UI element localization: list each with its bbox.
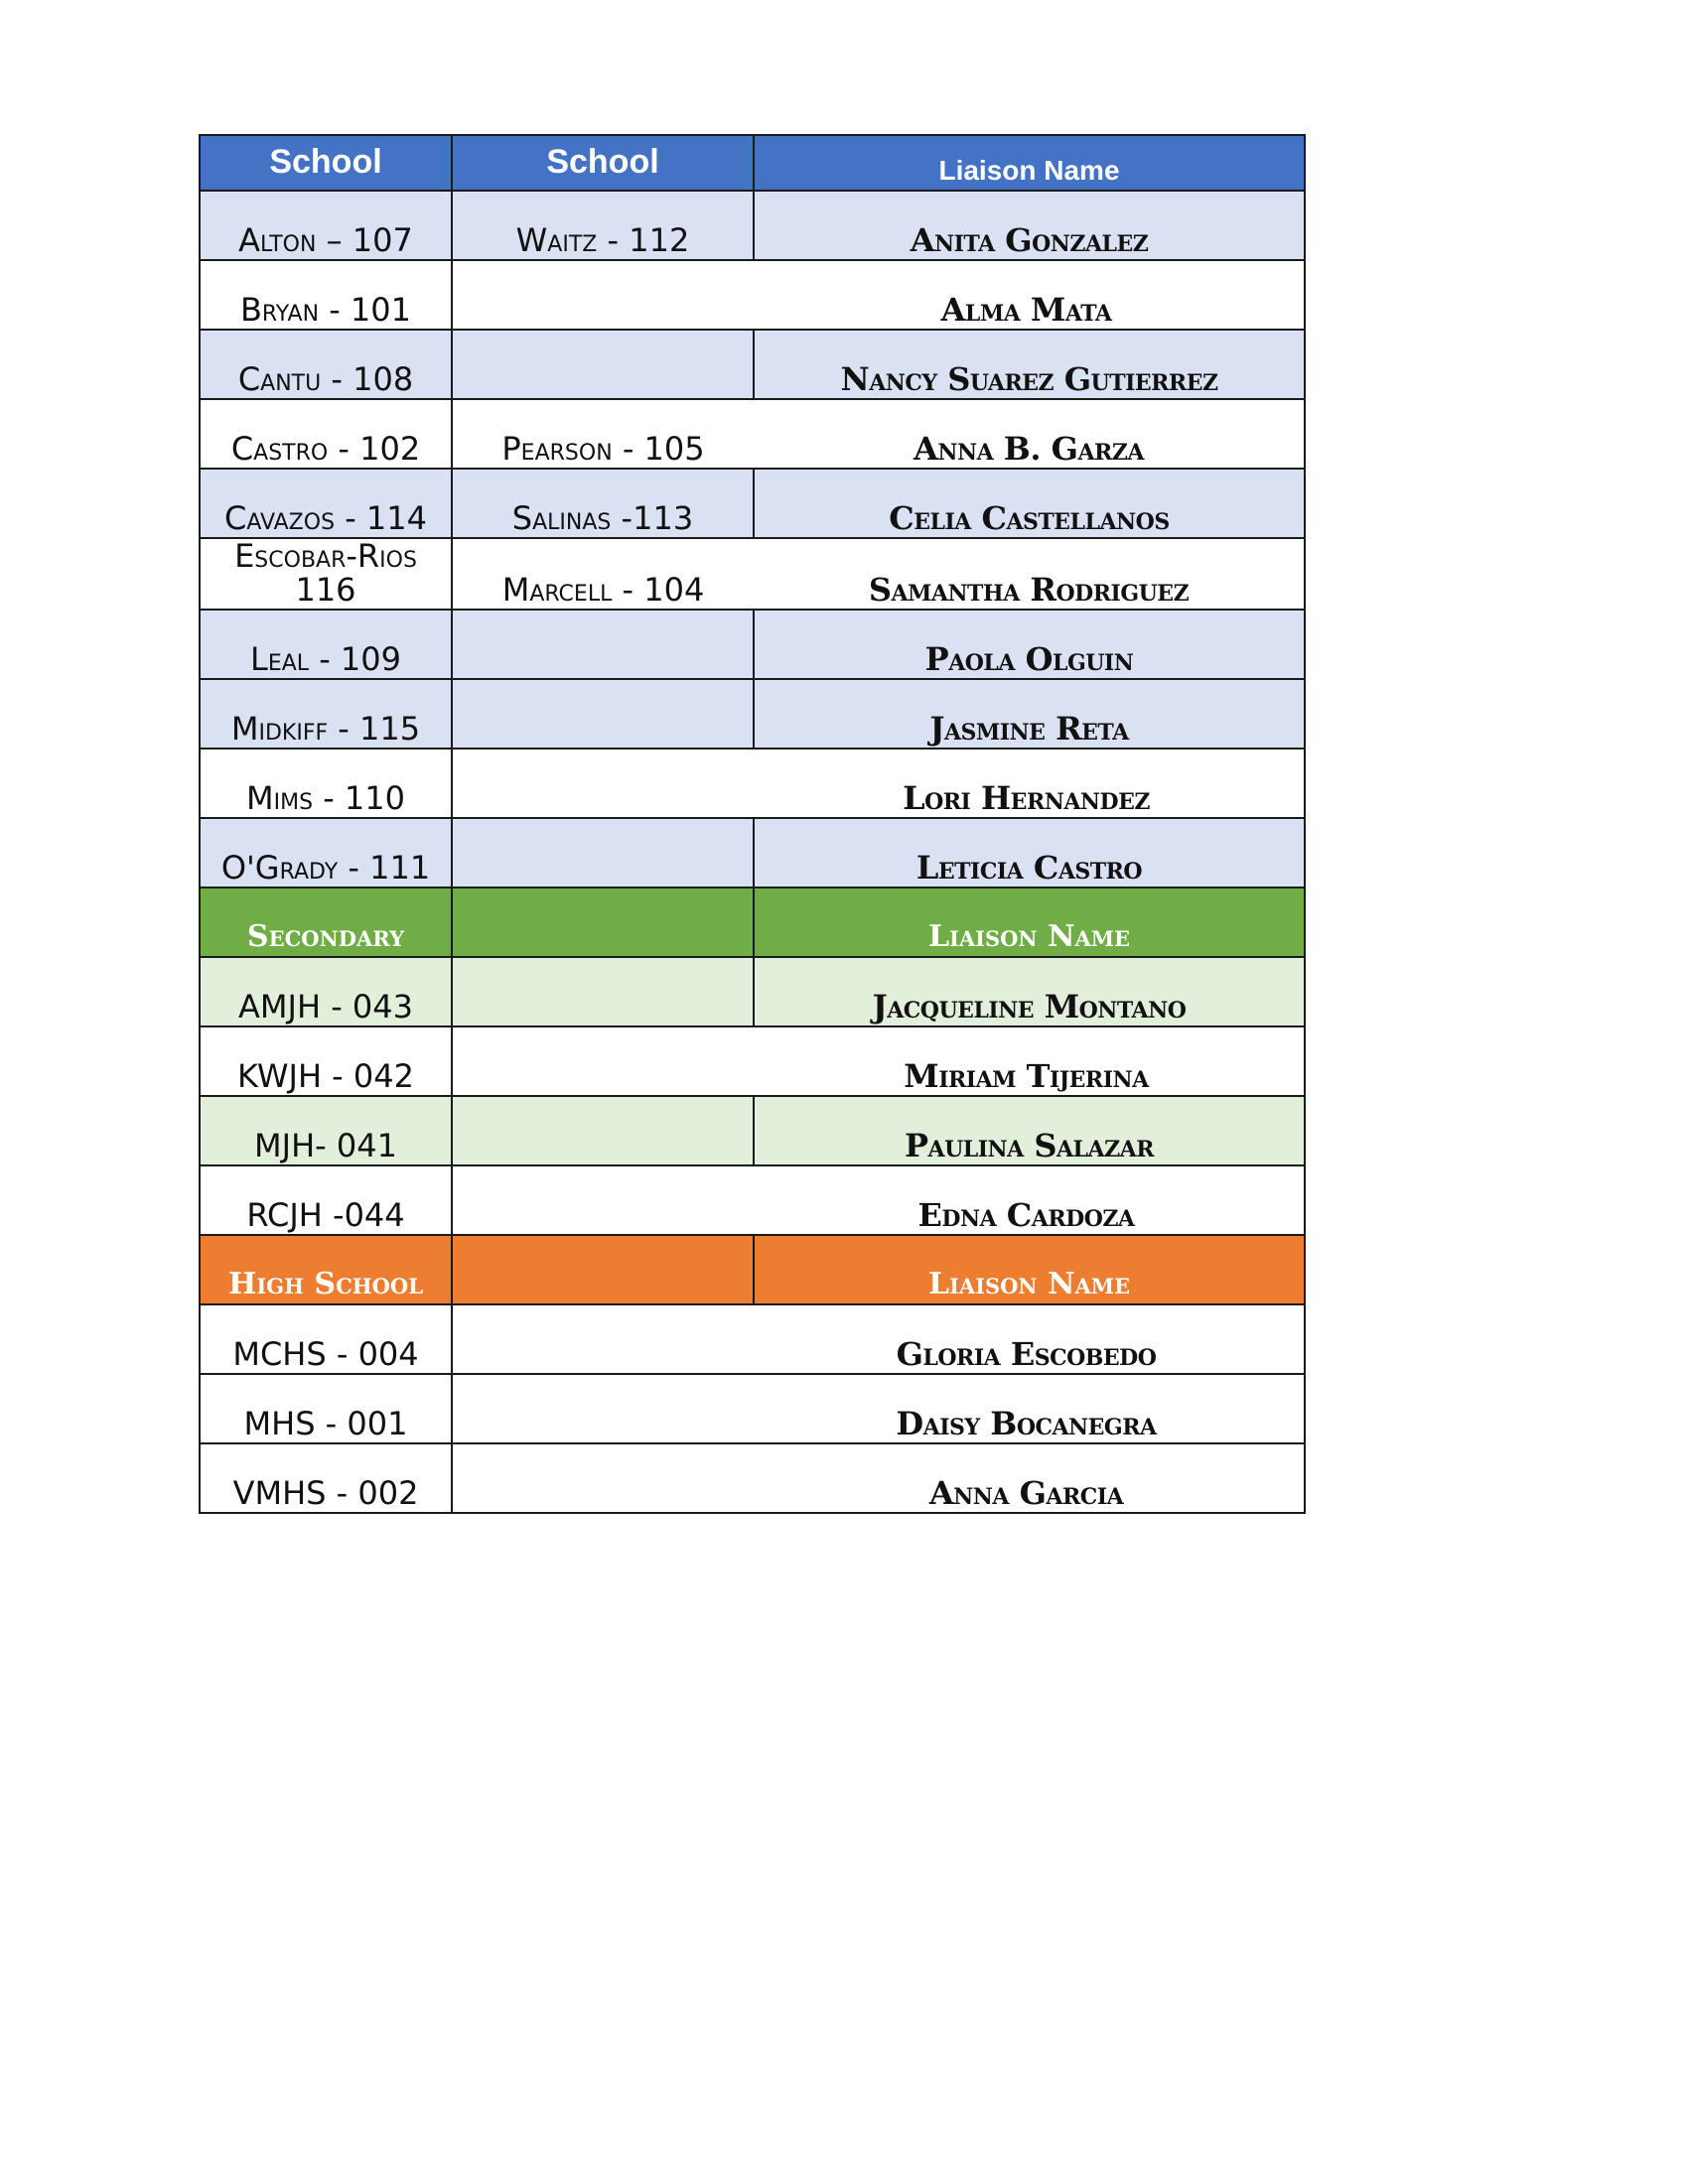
liaison-cell: Leticia Castro: [754, 818, 1305, 887]
liaison-cell: Daisy Bocanegra: [452, 1374, 1305, 1443]
table-row: [200, 1374, 1305, 1443]
table-row: [200, 679, 1305, 749]
table-row: [200, 1026, 1305, 1096]
secondary-header-row: [200, 887, 1305, 957]
table-row: [200, 1443, 1305, 1513]
school-2-cell: Marcell - 104: [452, 538, 754, 610]
table-row: [200, 1304, 1305, 1374]
school-2-column-header: School: [452, 135, 754, 191]
table-row: [200, 1096, 1305, 1165]
school-cell: KWJH - 042: [200, 1026, 452, 1096]
liaison-cell: Edna Cardoza: [452, 1165, 1305, 1235]
school-cell: Cavazos - 114: [200, 469, 452, 538]
school-cell: MCHS - 004: [200, 1304, 452, 1374]
table-row: [200, 330, 1305, 399]
school-cell: Alton – 107: [200, 191, 452, 260]
liaison-cell: Gloria Escobedo: [452, 1304, 1305, 1374]
high-school-section-header: High School: [200, 1235, 452, 1304]
table-row: [200, 260, 1305, 330]
liaison-cell: Samantha Rodriguez: [754, 538, 1305, 610]
school-2-cell: Pearson - 105: [452, 399, 754, 469]
secondary-liaison-header: Liaison Name: [754, 887, 1305, 957]
liaison-cell: Celia Castellanos: [754, 469, 1305, 538]
liaison-cell: Paulina Salazar: [754, 1096, 1305, 1165]
school-2-cell: [452, 818, 754, 887]
liaison-cell: Alma Mata: [452, 260, 1305, 330]
liaison-cell: Jacqueline Montano: [754, 957, 1305, 1026]
table-row: [200, 399, 1305, 469]
liaison-cell: Anna Garcia: [452, 1443, 1305, 1513]
school-cell: Bryan - 101: [200, 260, 452, 330]
high-school-empty-header: [452, 1235, 754, 1304]
school-2-cell: [452, 610, 754, 679]
secondary-section-header: Secondary: [200, 887, 452, 957]
table-row: [200, 1165, 1305, 1235]
school-cell: O'Grady - 111: [200, 818, 452, 887]
table-row: [200, 191, 1305, 260]
secondary-empty-header: [452, 887, 754, 957]
table-row: [200, 957, 1305, 1026]
liaison-cell: Paola Olguin: [754, 610, 1305, 679]
liaison-column-header: Liaison Name: [754, 135, 1305, 191]
school-2-cell: [452, 330, 754, 399]
liaison-cell: Anita Gonzalez: [754, 191, 1305, 260]
table-row: [200, 538, 1305, 610]
elementary-header-row: [200, 135, 1305, 191]
school-2-cell: Salinas -113: [452, 469, 754, 538]
school-2-cell: [452, 679, 754, 749]
school-cell: Leal - 109: [200, 610, 452, 679]
school-cell: Midkiff - 115: [200, 679, 452, 749]
table-row: [200, 749, 1305, 818]
school-2-cell: Waitz - 112: [452, 191, 754, 260]
high-school-liaison-header: Liaison Name: [754, 1235, 1305, 1304]
school-2-cell: [452, 957, 754, 1026]
school-cell: VMHS - 002: [200, 1443, 452, 1513]
school-cell: MHS - 001: [200, 1374, 452, 1443]
table-row: [200, 818, 1305, 887]
school-liaison-table: [199, 134, 1306, 1514]
school-column-header: School: [200, 135, 452, 191]
liaison-cell: Nancy Suarez Gutierrez: [754, 330, 1305, 399]
school-2-cell: [452, 1096, 754, 1165]
school-cell: Escobar-Rios 116: [200, 538, 452, 610]
liaison-cell: Anna B. Garza: [754, 399, 1305, 469]
school-cell: Mims - 110: [200, 749, 452, 818]
school-cell: AMJH - 043: [200, 957, 452, 1026]
high-school-header-row: [200, 1235, 1305, 1304]
table-row: [200, 469, 1305, 538]
school-cell: RCJH -044: [200, 1165, 452, 1235]
table-row: [200, 610, 1305, 679]
liaison-cell: Lori Hernandez: [452, 749, 1305, 818]
school-cell: MJH- 041: [200, 1096, 452, 1165]
liaison-cell: Miriam Tijerina: [452, 1026, 1305, 1096]
school-cell: Castro - 102: [200, 399, 452, 469]
school-cell: Cantu - 108: [200, 330, 452, 399]
liaison-cell: Jasmine Reta: [754, 679, 1305, 749]
